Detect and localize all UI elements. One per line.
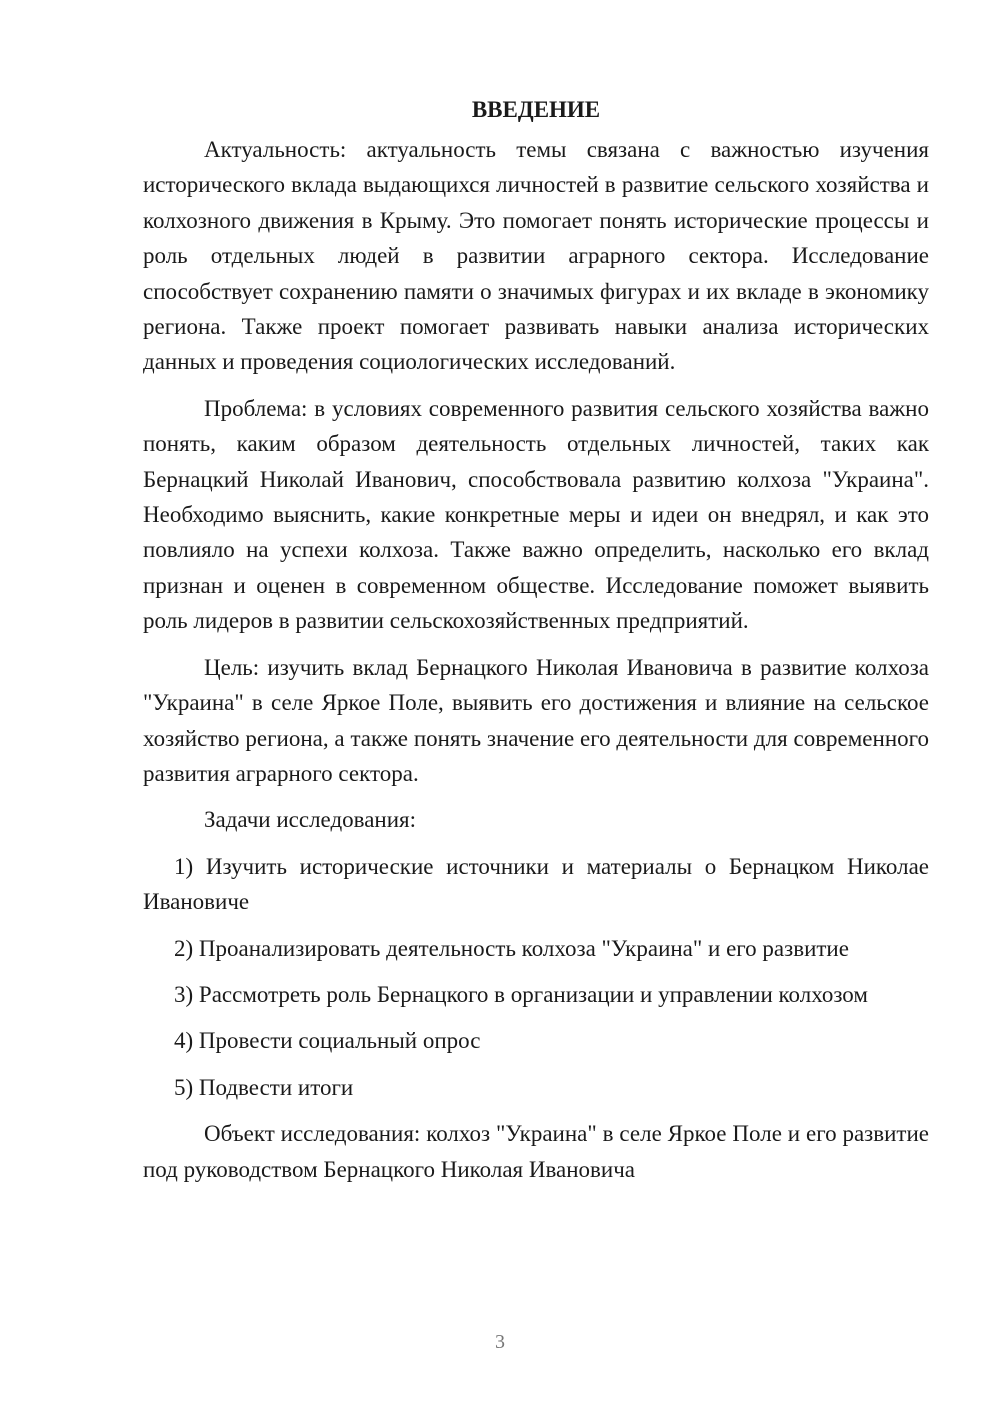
task-item-4: 4) Провести социальный опрос <box>174 1028 481 1054</box>
task-item-3: 3) Рассмотреть роль Бернацкого в организации и управлении колхозом <box>174 981 868 1007</box>
document-page <box>143 92 929 1187</box>
task-item-5: 5) Подвести итоги <box>174 1074 354 1100</box>
page-number: 3 <box>495 1331 505 1353</box>
object-paragraph: Объект исследования: колхоз "Украина" в селе Яркое Поле и его развитие под руководством Бернацкого Николая Ивановича <box>143 1121 929 1182</box>
tasks-heading: Задачи исследования: <box>204 807 417 833</box>
task-item-2: 2) Проанализировать деятельность колхоза "Украина" и его развитие <box>174 935 849 961</box>
problem-paragraph: Проблема: в условиях современного развития сельского хозяйства важно понять, каким образом деятельность отдельных личностей, таких как Бернацкий Николай Иванович, способствовала развитию колхоза "Украина". Необходимо выяснить, какие конкретные меры и идеи он внедрял, и как это повлияло на успехи колхоза. Также важно определить, насколько его вклад признан и оценен в современном обществе. Исследование поможет выявить роль лидеров в развитии сельскохозяйственных предприятий. <box>143 395 929 634</box>
task-item-1: 1) Изучить исторические источники и материалы о Бернацком Николае Ивановиче <box>143 853 929 915</box>
section-heading: ВВЕДЕНИЕ <box>471 97 601 122</box>
goal-paragraph: Цель: изучить вклад Бернацкого Николая Ивановича в развитие колхоза "Украина" в селе Яркое Поле, выявить его достижения и влияние на сельское хозяйство региона, а также понять значение его деятельности для современного развития аграрного сектора. <box>143 654 929 786</box>
relevance-paragraph: Актуальность: актуальность темы связана с важностью изучения исторического вклада выдающихся личностей в развитие сельского хозяйства и колхозного движения в Крыму. Это помогает понять исторические процессы и роль отдельных людей в развитии аграрного сектора. Исследование способствует сохранению памяти о значимых фигурах и их вкладе в экономику региона. Также проект помогает развивать навыки анализа исторических данных и проведения социологических исследований. <box>143 137 929 375</box>
